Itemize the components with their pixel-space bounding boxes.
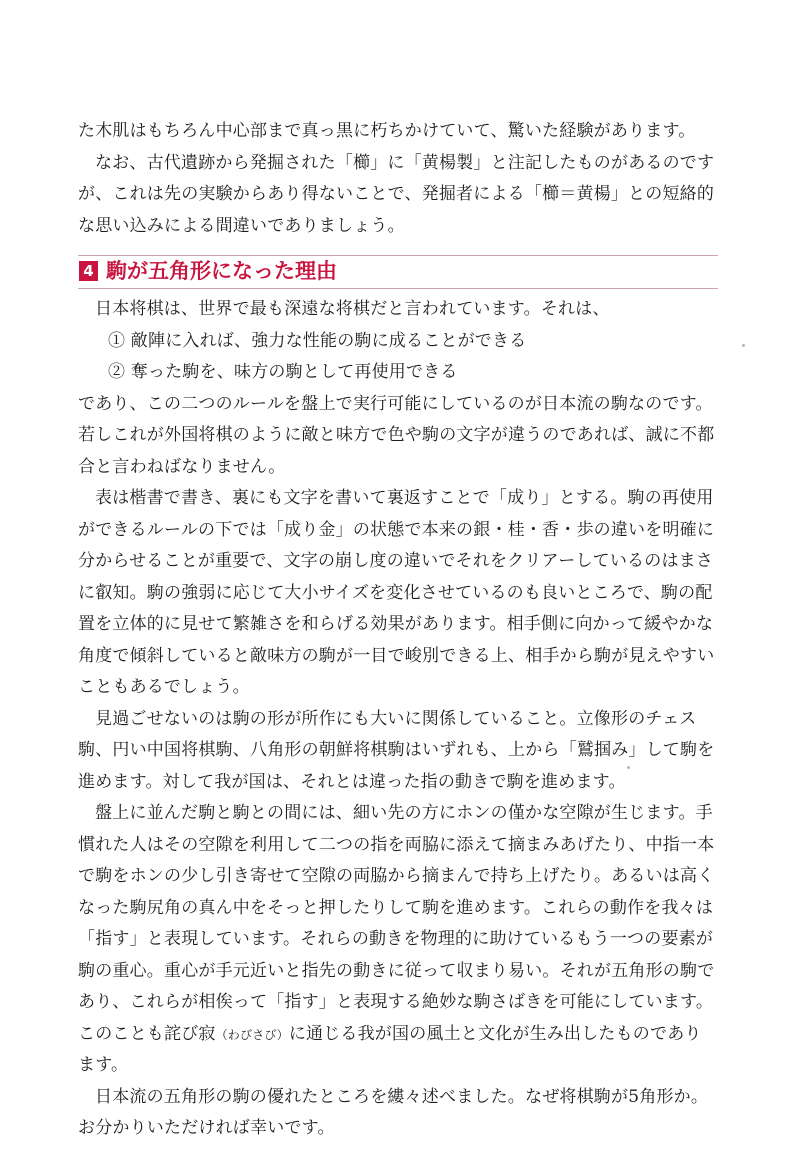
intro-line: なお、古代遺跡から発掘された「櫛」に「黄楊製」と注記したものがあるのです (95, 152, 715, 173)
body-line: ます。 (78, 1055, 129, 1075)
body-line: 駒の重心。重心が手元近いと指先の動きに従って収まり易い。それが五角形の駒で (78, 960, 715, 981)
body-line: 日本流の五角形の駒の優れたところを縷々述べました。なぜ将棋駒が5角形か。 (95, 1086, 709, 1107)
list-item: ① 敵陣に入れば、強力な性能の駒に成ることができる (108, 330, 527, 351)
section-number-badge: 4 (79, 261, 98, 281)
body-line: 角度で傾斜していると敵味方の駒が一目で峻別できる上、相手から駒が見えやすい (78, 645, 715, 666)
body-line: 見過ごせないのは駒の形が所作にも大いに関係していること。立像形のチェス (95, 708, 697, 729)
body-line: 盤上に並んだ駒と駒との間には、細い先の方にホンの僅かな空隙が生じます。手 (95, 803, 713, 823)
body-line: 合と言わねばなりません。 (78, 456, 286, 477)
ruby-annotation: （わびさび） (215, 1027, 289, 1042)
body-text: このことも詫び寂 (78, 1023, 216, 1044)
body-line (78, 1019, 718, 1051)
intro-line: が、これは先の実験からあり得ないことで、発掘者による「櫛＝黄楊」との短絡的 (78, 184, 715, 204)
scan-speck (742, 344, 745, 347)
body-line: ができるルールの下では「成り金」の状態で本来の銀・桂・香・歩の違いを明確に (78, 519, 715, 540)
body-line: で駒をホンの少し引き寄せて空隙の両脇から摘まんで持ち上げたり。あるいは高く (78, 866, 715, 886)
body-line: 表は楷書で書き、裏にも文字を書いて裏返すことで「成り」とする。駒の再使用 (95, 488, 714, 508)
body-line: 分からせることが重要で、文字の崩し度の違いでそれをクリアーしているのはまさ (78, 551, 714, 571)
body-line: 「指す」と表現しています。それらの動きを物理的に助けているもう一つの要素が (78, 929, 714, 949)
body-line: であり、この二つのルールを盤上で実行可能にしているのが日本流の駒なのです。 (78, 393, 713, 414)
section-heading (78, 251, 718, 291)
scan-speck (627, 766, 630, 769)
body-line: 慣れた人はその空隙を利用して二つの指を両脇に添えて摘まみあげたり、中指一本 (78, 834, 715, 855)
body-line: こともあるでしょう。 (78, 677, 250, 697)
intro-line: た木肌はもちろん中心部まで真っ黒に朽ちかけていて、驚いた経験があります。 (78, 121, 696, 141)
body-line: 進めます。対して我が国は、それとは違った指の動きで駒を進めます。 (78, 771, 626, 792)
section-title: 駒が五角形になった理由 (106, 258, 337, 283)
body-line: 駒、円い中国将棋駒、八角形の朝鮮将棋駒はいずれも、上から「鷲掴み」して駒を (78, 740, 715, 760)
body-line: に叡知。駒の強弱に応じて大小サイズを変化させているのも良いところで、駒の配 (78, 582, 713, 603)
body-line: なった駒尻角の真ん中をそっと押したりして駒を進めます。これらの動作を我々は (78, 897, 714, 918)
intro-line: な思い込みによる間違いでありましょう。 (78, 215, 405, 236)
body-line: あり、これらが相俟って「指す」と表現する絶妙な駒さばきを可能にしています。 (78, 992, 714, 1012)
body-line: 日本将棋は、世界で最も深遠な将棋だと言われています。それは、 (95, 299, 610, 319)
list-item: ② 奪った駒を、味方の駒として再使用できる (108, 362, 458, 382)
body-line: 置を立体的に見せて繁雑さを和らげる効果があります。相手側に向かって緩やかな (78, 614, 714, 634)
body-line: お分かりいただければ幸いです。 (78, 1118, 335, 1138)
body-line: 若しこれが外国将棋のように敵と味方で色や駒の文字が違うのであれば、誠に不都 (78, 425, 715, 445)
heading-bottom-rule (78, 288, 718, 289)
body-text: に通じる我が国の風土と文化が生み出したものであり (288, 1023, 702, 1044)
intro-paragraphs (78, 116, 718, 242)
section-body (78, 294, 718, 1145)
